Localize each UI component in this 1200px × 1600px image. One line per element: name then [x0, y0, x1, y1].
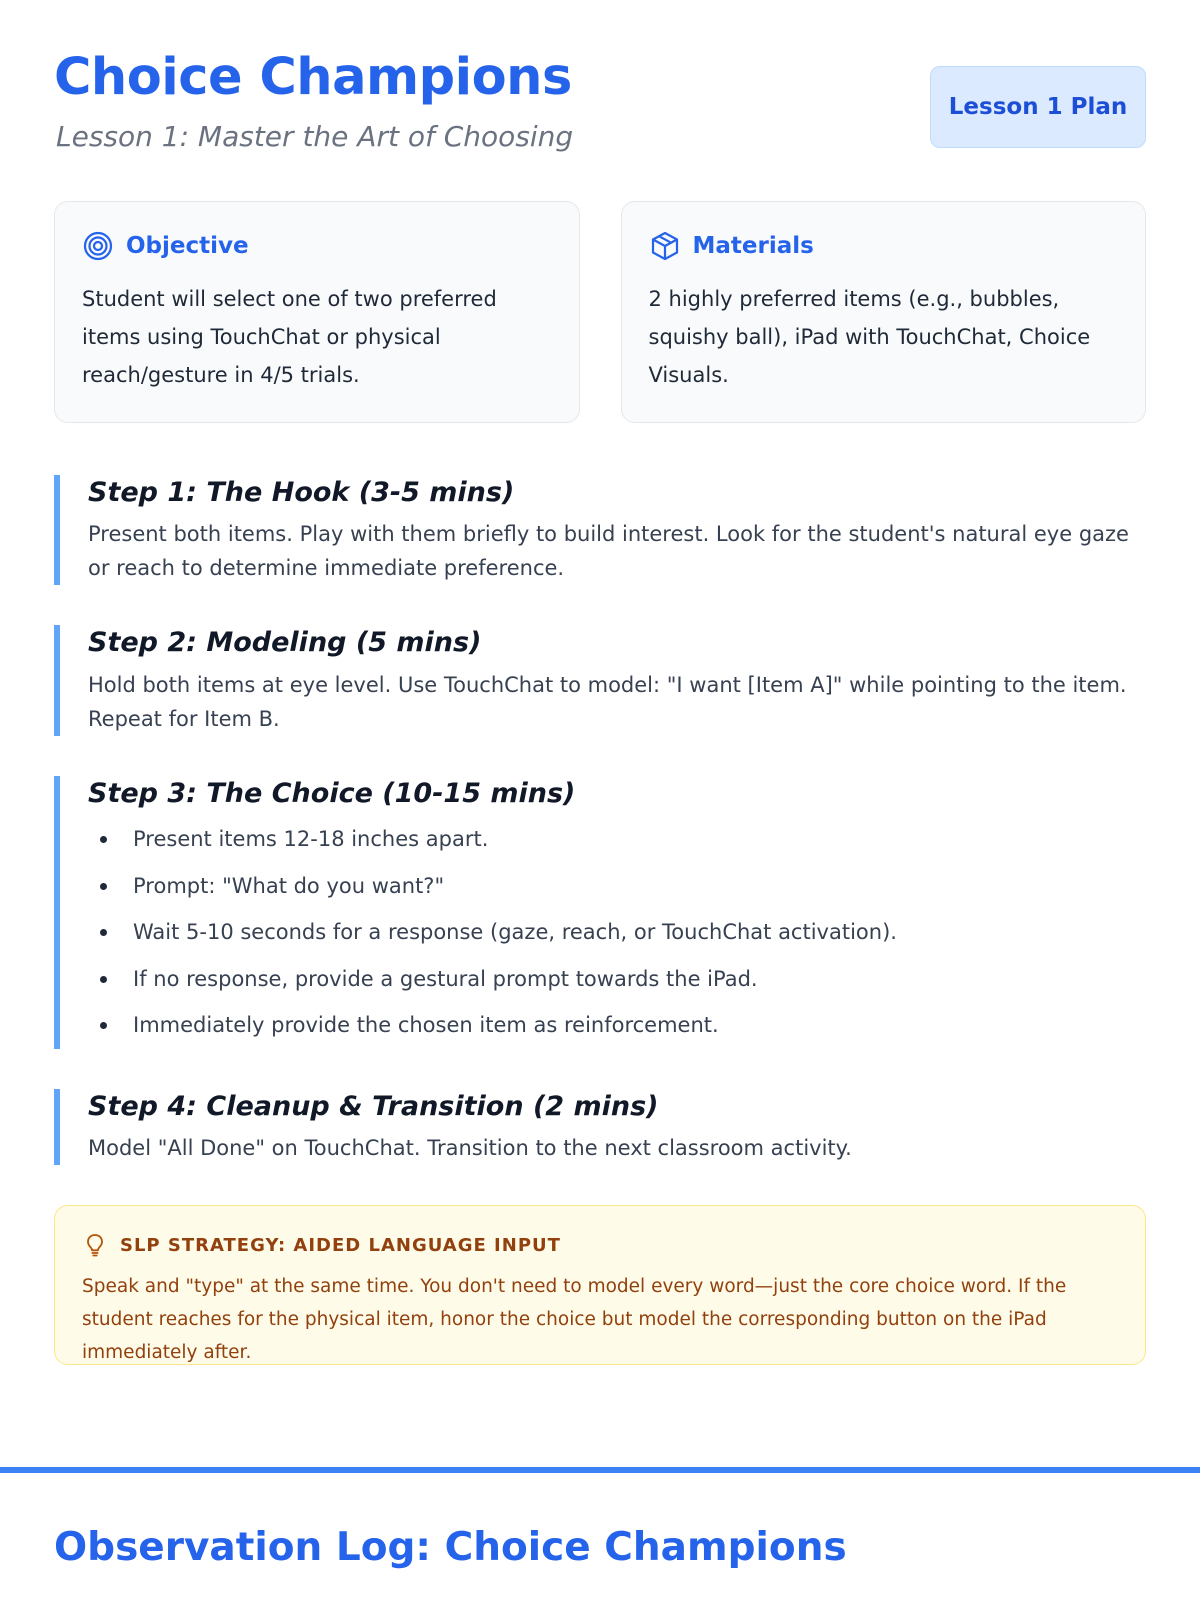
objective-card: [54, 201, 580, 423]
step-2: [54, 625, 1146, 735]
step-title: Step 2: Modeling (5 mins): [88, 627, 482, 659]
list-item: Present items 12-18 inches apart.: [88, 816, 1146, 863]
slp-strategy-box: [54, 1205, 1146, 1365]
step-bullet-list: [88, 816, 1146, 1049]
materials-title: Materials: [692, 233, 814, 259]
list-item: Immediately provide the chosen item as reinforcement.: [88, 1002, 1146, 1049]
materials-card-header: [649, 230, 1119, 262]
strategy-title: SLP STRATEGY: AIDED LANGUAGE INPUT: [120, 1234, 561, 1256]
page-subtitle: Lesson 1: Master the Art of Choosing: [56, 120, 574, 153]
page-title: Choice Champions: [54, 48, 572, 107]
lightbulb-icon: [82, 1232, 108, 1258]
step-title: Step 4: Cleanup & Transition (2 mins): [88, 1090, 659, 1122]
observation-log-title: Observation Log: Choice Champions: [54, 1525, 847, 1570]
step-title: Step 3: The Choice (10-15 mins): [88, 777, 576, 809]
page-header: [54, 0, 1146, 196]
list-item: Wait 5-10 seconds for a response (gaze, reach, or TouchChat activation).: [88, 909, 1146, 956]
strategy-text: Speak and "type" at the same time. You don't need to model every word—just the core choice word. If the student reaches for the physical item, honor the choice but model the corresponding button on the iPad immediately after.: [82, 1276, 1067, 1364]
objective-title: Objective: [126, 233, 249, 259]
objective-card-header: [82, 230, 552, 262]
step-text: Present both items. Play with them briefly to build interest. Look for the student's natural eye gaze or reach to determine immediate preference.: [88, 522, 1129, 581]
section-divider: [0, 1467, 1200, 1473]
target-icon: [82, 230, 114, 262]
list-item: Prompt: "What do you want?": [88, 863, 1146, 910]
strategy-header: [82, 1232, 1118, 1258]
box-icon: [649, 230, 681, 262]
step-3: [54, 776, 1146, 1049]
step-4: [54, 1089, 1146, 1165]
step-1: [54, 475, 1146, 585]
materials-text: 2 highly preferred items (e.g., bubbles, squishy ball), iPad with TouchChat, Choice Visuals.: [648, 287, 1091, 387]
objective-text: Student will select one of two preferred items using TouchChat or physical reach/gesture in 4/5 trials.: [82, 287, 497, 387]
materials-card: [621, 201, 1147, 423]
list-item: If no response, provide a gestural prompt towards the iPad.: [88, 956, 1146, 1003]
lesson-plan-badge: Lesson 1 Plan: [930, 66, 1146, 148]
info-cards: [54, 201, 1146, 423]
step-title: Step 1: The Hook (3-5 mins): [88, 477, 515, 508]
step-text: Hold both items at eye level. Use TouchChat to model: "I want [Item A]" while pointing to the item. Repeat for Item B.: [88, 672, 1127, 731]
lesson-steps: [54, 475, 1146, 1165]
step-text: Model "All Done" on TouchChat. Transition to the next classroom activity.: [88, 1136, 852, 1161]
